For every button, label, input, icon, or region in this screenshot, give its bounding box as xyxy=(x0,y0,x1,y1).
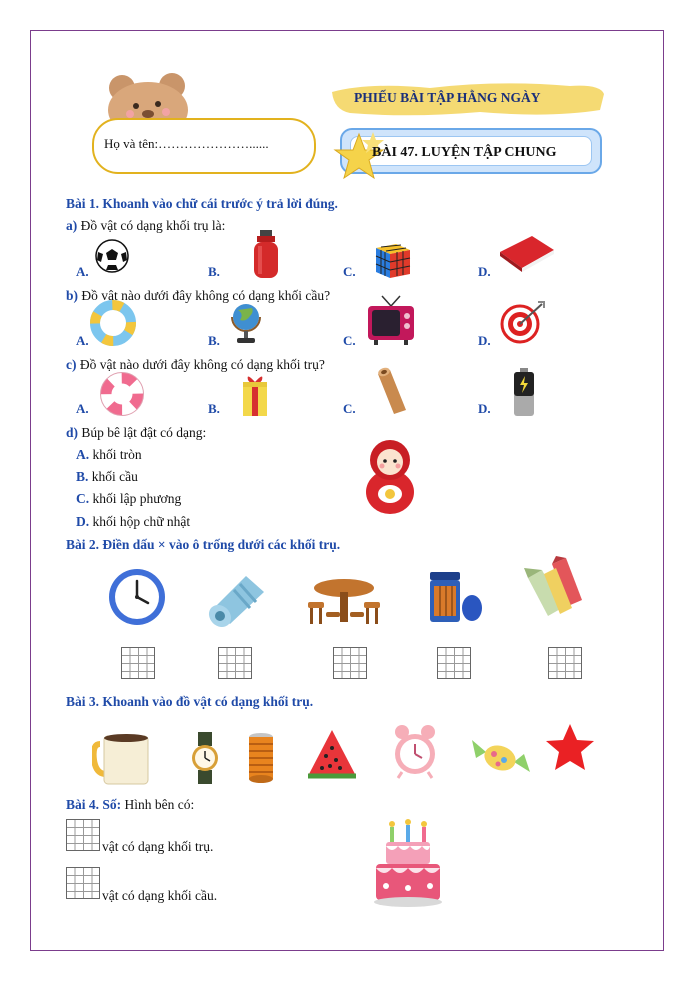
answer-box[interactable] xyxy=(66,867,100,899)
paper-roll-icon xyxy=(372,364,412,420)
bai1c-option-a[interactable]: A. xyxy=(76,401,89,416)
bai1d-choice-b[interactable]: B. khối cầu xyxy=(76,469,138,484)
lesson-title: BÀI 47. LUYỆN TẬP CHUNG xyxy=(372,145,557,160)
bai3-title: Bài 3. Khoanh vào đồ vật có dạng khối trụ. xyxy=(66,694,314,709)
crayons-icon xyxy=(522,556,584,620)
target-icon xyxy=(500,298,548,344)
bai1d-choice-c[interactable]: C. khối lập phương xyxy=(76,491,182,506)
answer-box[interactable] xyxy=(437,647,471,679)
television-icon xyxy=(366,292,416,346)
worksheet-title: PHIẾU BÀI TẬP HẰNG NGÀY xyxy=(354,90,541,105)
bai1a-option-c[interactable]: C. xyxy=(343,264,356,279)
globe-icon xyxy=(228,300,264,346)
mug-icon xyxy=(92,730,156,786)
star-icon xyxy=(542,720,598,776)
table-chairs-icon xyxy=(304,572,384,630)
bai1a-option-d[interactable]: D. xyxy=(478,264,491,279)
birthday-cake-icon xyxy=(372,816,444,912)
roly-poly-doll-icon xyxy=(362,436,418,516)
bai1b-question: b) Đồ vật nào dưới đây không có dạng khối cầu? xyxy=(66,288,331,303)
answer-box[interactable] xyxy=(66,819,100,851)
bai1c-option-b[interactable]: B. xyxy=(208,401,220,416)
red-book-icon xyxy=(496,234,556,274)
battery-icon xyxy=(512,366,536,418)
name-field[interactable]: Họ và tên:…………………...... xyxy=(104,136,269,151)
rubiks-cube-icon xyxy=(370,240,412,280)
canister-icon xyxy=(424,566,484,626)
bai1b-option-d[interactable]: D. xyxy=(478,333,491,348)
bai1d-question: d) Búp bê lật đật có dạng: xyxy=(66,425,207,440)
bai1b-option-b[interactable]: B. xyxy=(208,333,220,348)
watermelon-icon xyxy=(304,726,360,782)
bai4-line1: vật có dạng khối trụ. xyxy=(102,839,214,854)
bai1c-question: c) Đồ vật nào dưới đây không có dạng khối trụ? xyxy=(66,357,325,372)
wristwatch-icon xyxy=(190,730,220,786)
wall-clock-icon xyxy=(106,565,168,629)
bai1a-option-a[interactable]: A. xyxy=(76,264,89,279)
bai2-title: Bài 2. Điền dấu × vào ô trống dưới các khối trụ. xyxy=(66,537,341,552)
alarm-clock-icon xyxy=(390,722,440,780)
bai1a-question: a) Đồ vật có dạng khối trụ là: xyxy=(66,218,226,233)
can-icon xyxy=(246,732,276,784)
bai4-title: Bài 4. Số: Hình bên có: xyxy=(66,797,195,812)
bai1c-option-d[interactable]: D. xyxy=(478,401,491,416)
soccer-ball-icon xyxy=(94,238,130,274)
answer-box[interactable] xyxy=(548,647,582,679)
swim-ring-icon xyxy=(90,300,136,346)
bai1b-option-c[interactable]: C. xyxy=(343,333,356,348)
bai1c-option-c[interactable]: C. xyxy=(343,401,356,416)
gas-cylinder-icon xyxy=(248,228,284,282)
gift-box-icon xyxy=(240,372,270,418)
answer-box[interactable] xyxy=(218,647,252,679)
candy-icon xyxy=(470,730,532,784)
answer-box[interactable] xyxy=(333,647,367,679)
bai1-title: Bài 1. Khoanh vào chữ cái trước ý trả lời đúng. xyxy=(66,196,338,211)
bai1d-choice-d[interactable]: D. khối hộp chữ nhật xyxy=(76,514,191,529)
answer-box[interactable] xyxy=(121,647,155,679)
pipe-icon xyxy=(204,568,270,628)
bai1a-option-b[interactable]: B. xyxy=(208,264,220,279)
lifebuoy-icon xyxy=(100,372,144,416)
bai4-line2: vật có dạng khối cầu. xyxy=(102,888,218,903)
bai1d-choice-a[interactable]: A. khối tròn xyxy=(76,447,142,462)
bai1b-option-a[interactable]: A. xyxy=(76,333,89,348)
